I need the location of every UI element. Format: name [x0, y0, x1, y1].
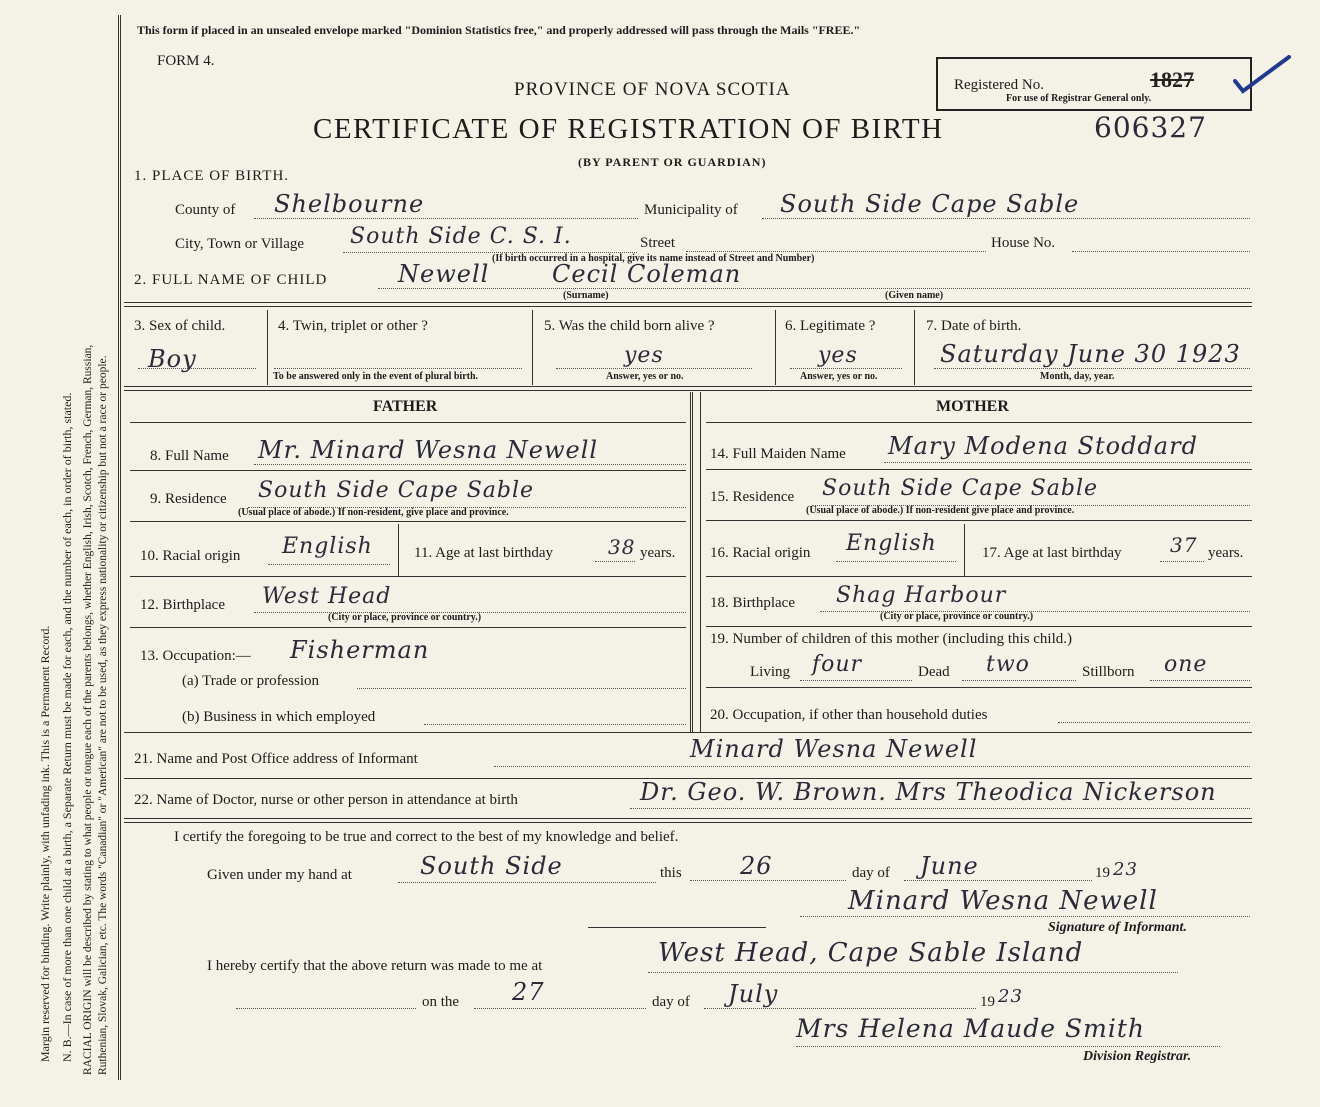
trade-label: (a) Trade or profession [182, 673, 320, 689]
margin-note-4: Ruthenian, Slovak, Galician, etc. The words "Canadian" or "American" are not to be used, as they express nationality or citizenship but not a race or people. [97, 355, 109, 1075]
twin-label: 4. Twin, triplet or other ? [278, 318, 428, 334]
row-rule [706, 576, 1252, 577]
column-divider [532, 310, 533, 385]
mother-name: Mary Modena Stoddard [888, 432, 1198, 460]
municipality-value: South Side Cape Sable [780, 190, 1080, 218]
column-divider [964, 524, 965, 576]
father-race: English [282, 534, 373, 559]
certify-month-line [904, 880, 1092, 881]
certify-day-line [690, 880, 846, 881]
house-no-line [1072, 251, 1250, 252]
surname-note: (Surname) [563, 290, 609, 301]
attendant-value: Dr. Geo. W. Brown. Mrs Theodica Nickerson [640, 778, 1217, 806]
on-the-label: on the [422, 994, 460, 1010]
business-line [424, 724, 686, 725]
margin-note-3: RACIAL ORIGIN will be described by stating to what people or tongue each of the parents belongs, whether English, Irish, Scotch, French, German, Russian, [82, 344, 94, 1075]
father-age-line [595, 561, 635, 562]
father-race-label: 10. Racial origin [140, 548, 241, 564]
registrar-day-of-label: day of [652, 994, 690, 1010]
mother-occupation-label: 20. Occupation, if other than household duties [710, 707, 988, 723]
dob-line [934, 368, 1250, 369]
mother-residence: South Side Cape Sable [822, 476, 1099, 501]
column-divider [267, 310, 268, 385]
given-place: South Side [420, 852, 563, 880]
father-name: Mr. Minard Wesna Newell [258, 436, 599, 464]
mail-notice: This form if placed in an unsealed envelope marked "Dominion Statistics free," and properly addressed will pass through the Mails "FREE." [137, 23, 861, 37]
divider [124, 302, 1252, 307]
dead-value: two [986, 652, 1030, 677]
certify-year-prefix: 19 [1095, 865, 1110, 881]
dob-note: Month, day, year. [1040, 371, 1115, 382]
municipality-line [762, 218, 1250, 219]
mother-heading: MOTHER [936, 398, 1009, 415]
trade-line [357, 688, 686, 689]
province-heading: PROVINCE OF NOVA SCOTIA [514, 79, 791, 100]
this-label: this [660, 865, 682, 881]
stillborn-label: Stillborn [1082, 664, 1135, 680]
registered-no-value: 1827 [1150, 67, 1194, 92]
column-divider [398, 524, 399, 576]
legitimate-label: 6. Legitimate ? [785, 318, 876, 334]
twin-note: To be answered only in the event of plural birth. [273, 371, 479, 382]
twin-line [274, 368, 522, 369]
dob-label: 7. Date of birth. [926, 318, 1022, 334]
certify-day-of-label: day of [852, 865, 890, 881]
column-divider [775, 310, 776, 385]
living-value: four [812, 652, 863, 677]
sex-value: Boy [148, 345, 197, 373]
city-label: City, Town or Village [175, 236, 305, 252]
column-divider [914, 310, 915, 385]
registrar-year-prefix: 19 [980, 994, 995, 1010]
alive-value: yes [624, 343, 664, 368]
mother-occupation-line [1058, 722, 1250, 723]
alive-note: Answer, yes or no. [606, 371, 684, 382]
registrar-place: West Head, Cape Sable Island [658, 938, 1084, 968]
mother-birthplace-note: (City or place, province or country.) [880, 611, 1034, 622]
row-rule [706, 422, 1252, 423]
registered-no-note: For use of Registrar General only. [1006, 93, 1152, 104]
sex-label: 3. Sex of child. [134, 318, 226, 334]
parents-divider [700, 392, 701, 732]
certify-month: June [920, 852, 979, 880]
row-rule [588, 927, 766, 928]
mother-residence-label: 15. Residence [710, 489, 795, 505]
registrar-day: 27 [512, 978, 545, 1006]
certify-day: 26 [740, 852, 773, 880]
mother-age-line [1160, 561, 1204, 562]
row-rule [706, 626, 1252, 627]
page-title: CERTIFICATE OF REGISTRATION OF BIRTH [313, 113, 944, 145]
attendant-label: 22. Name of Doctor, nurse or other person in attendance at birth [134, 792, 518, 808]
informant-signature: Minard Wesna Newell [848, 886, 1158, 916]
father-birthplace-note: (City or place, province or country.) [328, 612, 482, 623]
child-given-name: Cecil Coleman [552, 260, 742, 288]
checkmark-icon [1233, 53, 1293, 97]
child-name-label: 2. FULL NAME OF CHILD [134, 272, 328, 288]
mother-race: English [846, 531, 937, 556]
form-number: FORM 4. [157, 53, 215, 69]
house-no-label: House No. [991, 235, 1056, 251]
informant-value: Minard Wesna Newell [690, 735, 978, 763]
row-rule [706, 687, 1252, 688]
father-birthplace-label: 12. Birthplace [140, 597, 225, 613]
father-residence: South Side Cape Sable [258, 478, 535, 503]
father-years-label: years. [640, 545, 676, 561]
given-name-note: (Given name) [885, 290, 944, 301]
row-rule [130, 422, 686, 423]
row-rule [706, 469, 1252, 470]
subtitle: (BY PARENT OR GUARDIAN) [578, 155, 767, 169]
mother-race-line [836, 561, 956, 562]
street-label: Street [640, 235, 675, 251]
mother-name-line [884, 462, 1250, 463]
legitimate-value: yes [818, 343, 858, 368]
mother-birthplace-label: 18. Birthplace [710, 595, 795, 611]
registrar-statement: I hereby certify that the above return was made to me at [207, 958, 543, 974]
business-label: (b) Business in which employed [182, 709, 376, 725]
given-under-label: Given under my hand at [207, 867, 352, 883]
legitimate-note: Answer, yes or no. [800, 371, 878, 382]
municipality-label: Municipality of [644, 202, 738, 218]
living-label: Living [750, 664, 790, 680]
living-line [800, 680, 912, 681]
legitimate-line [790, 368, 902, 369]
street-line [686, 251, 986, 252]
child-name-line [378, 288, 1250, 289]
father-residence-label: 9. Residence [150, 491, 227, 507]
registered-no-box [936, 57, 1252, 111]
row-rule [130, 521, 686, 522]
certify-year: 23 [1113, 859, 1138, 880]
mother-residence-note: (Usual place of abode.) If non-resident give place and province. [806, 505, 1075, 516]
given-place-line [398, 882, 656, 883]
certificate-number: 606327 [1094, 111, 1207, 144]
registrar-month-line [704, 1008, 976, 1009]
father-heading: FATHER [373, 398, 438, 415]
mother-years-label: years. [1208, 545, 1244, 561]
mother-race-label: 16. Racial origin [710, 545, 811, 561]
stillborn-value: one [1164, 652, 1208, 677]
mother-birthplace: Shag Harbour [836, 583, 1007, 608]
margin-border [118, 15, 121, 1080]
alive-line [556, 368, 752, 369]
mother-age: 37 [1170, 533, 1198, 557]
county-value: Shelbourne [274, 190, 425, 218]
father-birthplace: West Head [262, 584, 392, 609]
stillborn-line [1150, 680, 1250, 681]
registered-no-label: Registered No. [954, 77, 1044, 93]
father-age: 38 [608, 535, 636, 559]
row-rule [130, 627, 686, 628]
row-rule [130, 576, 686, 577]
informant-line [494, 766, 1250, 767]
registrar-lead-line [236, 1008, 416, 1009]
certify-statement: I certify the foregoing to be true and correct to the best of my knowledge and belief. [174, 829, 679, 845]
county-line [254, 218, 638, 219]
informant-label: 21. Name and Post Office address of Informant [134, 751, 418, 767]
divider [124, 386, 1252, 391]
margin-note-1: Margin reserved for binding. Write plainly, with unfading ink. This is a Permanent Record. [38, 625, 52, 1062]
father-race-line [268, 564, 390, 565]
row-rule [706, 520, 1252, 521]
father-name-line [254, 464, 686, 465]
mother-age-label: 17. Age at last birthday [982, 545, 1122, 561]
county-label: County of [175, 202, 236, 218]
dead-line [962, 680, 1076, 681]
registrar-place-line [648, 972, 1178, 973]
registrar-signature: Mrs Helena Maude Smith [796, 1014, 1145, 1043]
registrar-signature-line [796, 1046, 1220, 1047]
row-rule [130, 470, 686, 471]
dob-value: Saturday June 30 1923 [940, 340, 1241, 368]
child-surname: Newell [398, 260, 490, 288]
registrar-month: July [728, 980, 779, 1008]
alive-label: 5. Was the child born alive ? [544, 318, 715, 334]
registrar-year: 23 [998, 986, 1023, 1007]
dead-label: Dead [918, 664, 950, 680]
city-value: South Side C. S. I. [350, 224, 572, 249]
father-occupation: Fisherman [290, 636, 430, 664]
father-occupation-label: 13. Occupation:— [140, 648, 251, 664]
margin-note-2: N. B.—In case of more than one child at a birth, a Separate Return must be made for each, and the number of each, in order of birth, stated. [60, 392, 74, 1062]
mother-name-label: 14. Full Maiden Name [710, 446, 846, 462]
binding-margin [0, 0, 125, 1107]
informant-signature-caption: Signature of Informant. [1048, 920, 1187, 935]
father-name-label: 8. Full Name [150, 448, 229, 464]
registrar-day-line [474, 1008, 646, 1009]
parents-divider [690, 392, 693, 732]
place-of-birth-heading: 1. PLACE OF BIRTH. [134, 168, 290, 184]
father-residence-note: (Usual place of abode.) If non-resident, give place and province. [238, 507, 509, 518]
children-count-label: 19. Number of children of this mother (including this child.) [710, 631, 1073, 647]
attendant-line [630, 808, 1250, 809]
row-rule [124, 732, 1252, 733]
street-note: (If birth occurred in a hospital, give its name instead of Street and Number) [492, 253, 815, 264]
registrar-caption: Division Registrar. [1083, 1049, 1192, 1064]
divider [124, 818, 1252, 823]
father-age-label: 11. Age at last birthday [414, 545, 553, 561]
informant-signature-line [800, 916, 1250, 917]
